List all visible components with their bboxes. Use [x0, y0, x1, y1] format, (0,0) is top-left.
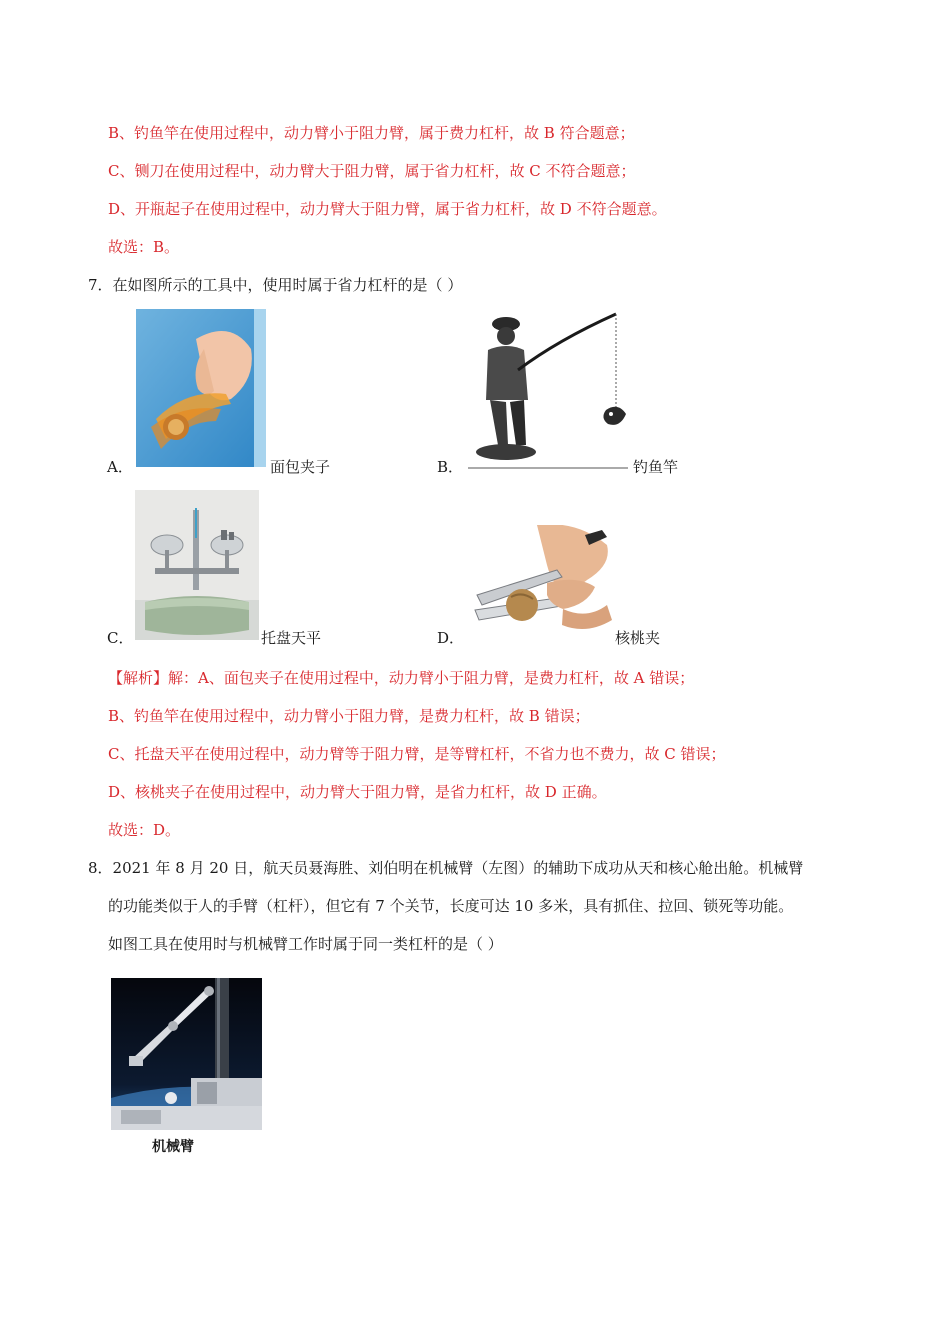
- nutcracker-photo-icon: [467, 525, 615, 635]
- robotic-arm-caption: 机械臂: [152, 1139, 194, 1155]
- prev-answer-line-c: C、铡刀在使用过程中，动力臂大于阻力臂，属于省力杠杆，故 C 不符合题意；: [108, 162, 636, 180]
- analysis-text-a: 解：A、面包夹子在使用过程中，动力臂小于阻力臂，是费力杠杆，故 A 错误；: [168, 669, 695, 687]
- q7-option-d-letter: D．: [437, 629, 465, 647]
- q8-stem-line-1: 8．2021 年 8 月 20 日，航天员聂海胜、刘伯明在机械臂（左图）的辅助下成功从天和核心舱出舱。机械臂: [88, 859, 804, 877]
- q7-option-c-letter: C．: [107, 629, 134, 647]
- q7-option-c-name: 托盘天平: [261, 629, 322, 647]
- q7-option-d-name: 核桃夹: [615, 629, 661, 647]
- fishing-rod-drawing-icon: [468, 310, 628, 470]
- q8-stem-line-3: 如图工具在使用时与机械臂工作时属于同一类杠杆的是（ ）: [108, 935, 503, 953]
- q7-option-a-name: 面包夹子: [270, 458, 331, 476]
- prev-answer-line-d: D、开瓶起子在使用过程中，动力臂大于阻力臂，属于省力杠杆，故 D 不符合题意。: [108, 200, 667, 218]
- q7-option-a-letter: A．: [107, 458, 133, 476]
- q7-option-b-letter: B．: [437, 458, 464, 476]
- q7-stem: 7．在如图所示的工具中，使用时属于省力杠杆的是（ ）: [88, 276, 463, 294]
- q7-option-b-name: 钓鱼竿: [633, 458, 679, 476]
- q7-analysis-line-b: B、钓鱼竿在使用过程中，动力臂小于阻力臂，是费力杠杆，故 B 错误；: [108, 707, 590, 725]
- q7-analysis-line-a: [108, 668, 694, 688]
- q8-stem-line-2: 的功能类似于人的手臂（杠杆），但它有 7 个关节，长度可达 10 多米，具有抓住、拉回、锁死等功能。: [108, 897, 794, 915]
- analysis-tag: 【解析】: [108, 669, 169, 687]
- balance-scale-photo-icon: [135, 490, 259, 640]
- prev-answer-conclusion: 故选：B。: [108, 238, 180, 256]
- q7-analysis-line-d: D、核桃夹子在使用过程中，动力臂大于阻力臂，是省力杠杆，故 D 正确。: [108, 783, 607, 801]
- prev-answer-line-b: B、钓鱼竿在使用过程中，动力臂小于阻力臂，属于费力杠杆，故 B 符合题意；: [108, 124, 635, 142]
- q7-analysis-conclusion: 故选：D。: [108, 821, 181, 839]
- robotic-arm-photo-icon: [111, 978, 262, 1130]
- bread-tongs-photo-icon: [136, 309, 266, 467]
- q7-analysis-line-c: C、托盘天平在使用过程中，动力臂等于阻力臂，是等臂杠杆，不省力也不费力，故 C 错误；: [108, 745, 726, 763]
